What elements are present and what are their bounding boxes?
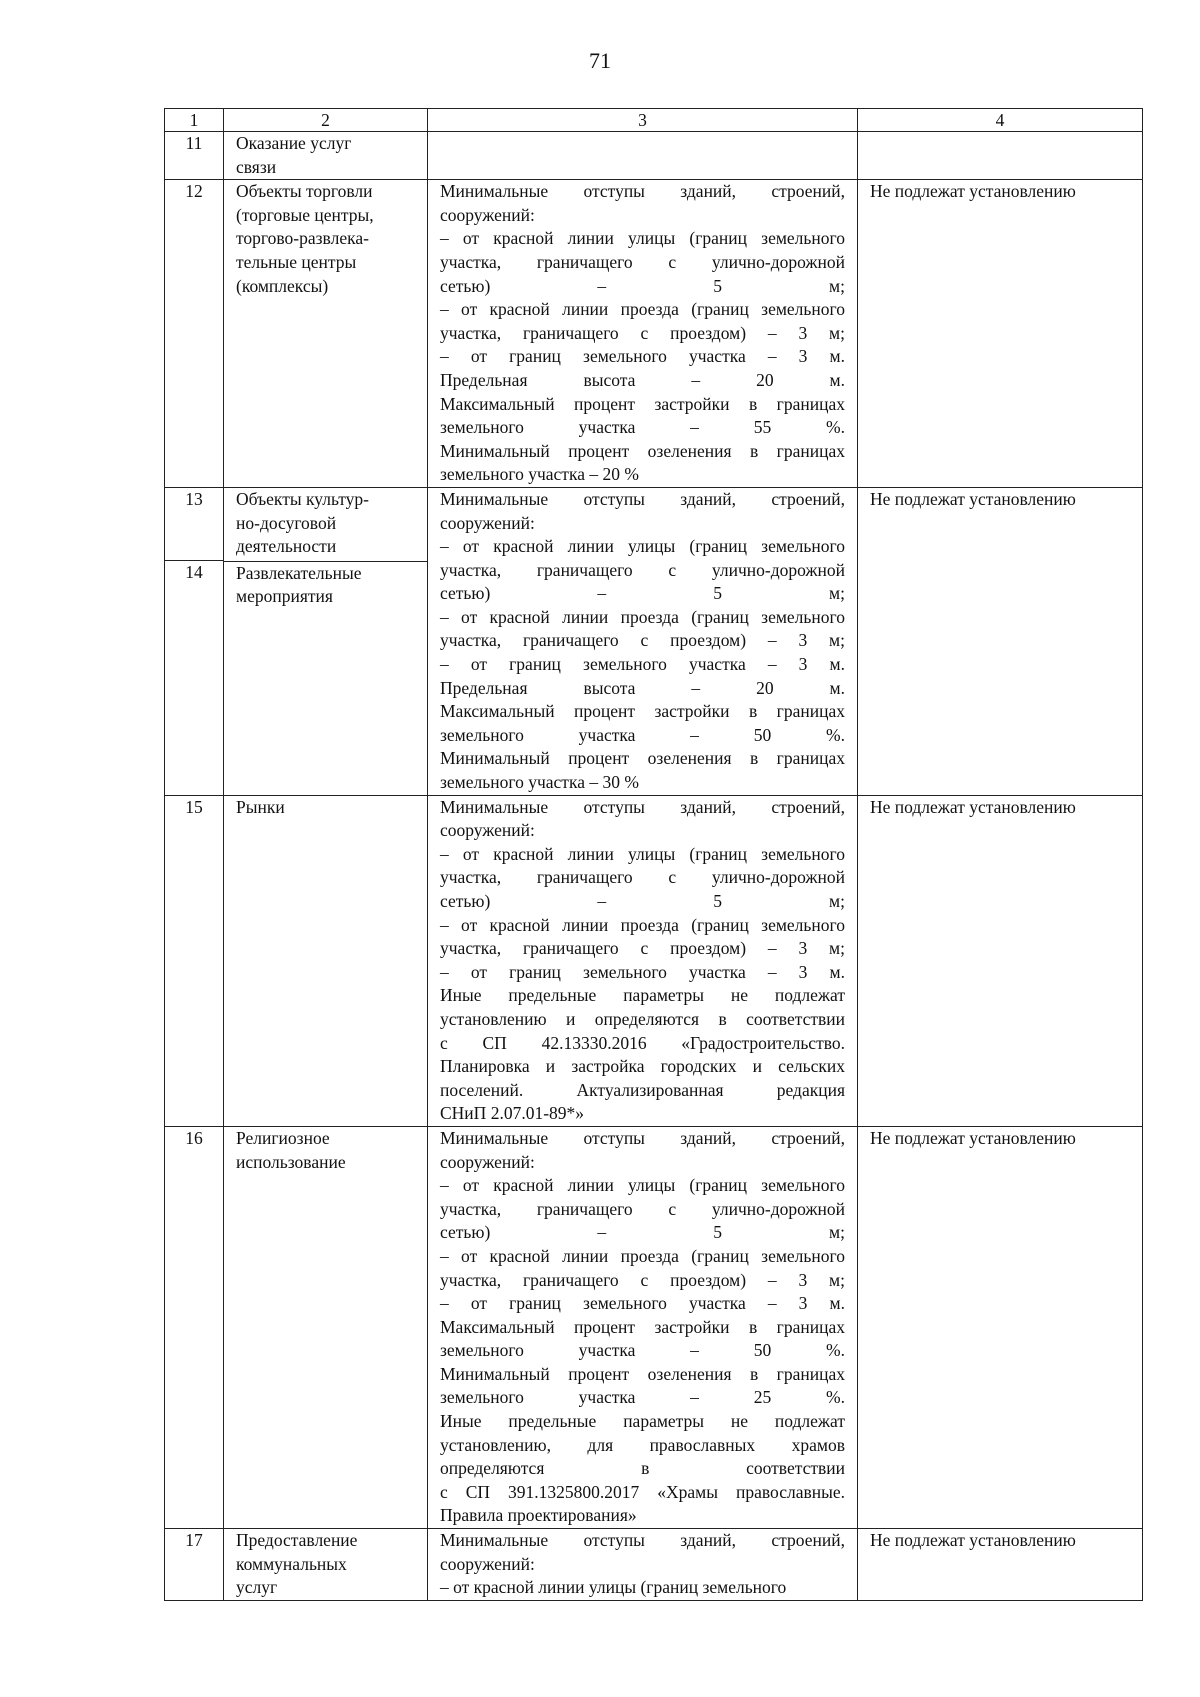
parameters-cell <box>428 132 858 180</box>
parameter-line: Минимальный процент озеленения в границах <box>440 440 845 461</box>
parameter-line: земельного участка – 50 %. <box>440 724 845 745</box>
name-line: Развлекательные <box>236 562 362 583</box>
parameter-line: сетью) – 5 м; <box>440 1222 845 1243</box>
parameter-line: участка, граничащего с улично-дорожной <box>440 1198 845 1219</box>
parameter-line: Максимальный процент застройки в границах <box>440 393 845 414</box>
column4-cell <box>858 132 1143 180</box>
name-line: связи <box>236 156 277 177</box>
row-number: 17 <box>165 1529 224 1601</box>
parameter-line: – от красной линии проезда (границ земельного <box>440 299 845 320</box>
name-line: Оказание услуг <box>236 133 352 153</box>
page-number: 71 <box>589 48 611 73</box>
parameters-cell <box>428 1126 858 1528</box>
parameter-line: – от границ земельного участка – 3 м. <box>440 961 845 982</box>
name-line: Объекты культур- <box>236 488 370 509</box>
parameter-line: – от красной линии улицы (границ земельного <box>440 1577 787 1598</box>
land-use-type-primary <box>236 488 415 559</box>
land-use-type <box>224 1529 428 1601</box>
name-line: деятельности <box>236 536 337 557</box>
parameter-line: земельного участка – 55 %. <box>440 417 845 438</box>
parameter-line: – от красной линии улицы (границ земельного <box>440 843 845 864</box>
parameter-line: Минимальные отступы зданий, строений, <box>440 1127 845 1148</box>
parameter-line: земельного участка – 50 %. <box>440 1340 845 1361</box>
name-line: тельные центры <box>236 251 357 272</box>
table-row <box>165 1529 1143 1601</box>
parameter-line: земельного участка – 30 % <box>440 772 639 793</box>
parameter-line: Минимальный процент озеленения в границах <box>440 1363 845 1384</box>
row-number <box>165 487 224 795</box>
parameter-line: сетью) – 5 м; <box>440 275 845 296</box>
land-use-type: Рынки <box>224 795 428 1126</box>
parameter-line: поселений. Актуализированная редакция <box>440 1079 845 1100</box>
name-line: использование <box>236 1151 346 1172</box>
parameter-line: – от границ земельного участка – 3 м. <box>440 654 845 675</box>
column4-cell: Не подлежат установлению <box>858 487 1143 795</box>
parameter-line: Предельная высота – 20 м. <box>440 677 845 698</box>
row-number: 15 <box>165 795 224 1126</box>
parameter-line: – от границ земельного участка – 3 м. <box>440 346 845 367</box>
parameter-line: сооружений: <box>440 204 535 225</box>
parameter-line: сетью) – 5 м; <box>440 891 845 911</box>
name-line: Объекты торговли <box>236 181 373 202</box>
parameter-line: – от границ земельного участка – 3 м. <box>440 1293 845 1314</box>
header-cell: 3 <box>428 109 858 132</box>
parameter-line: участка, граничащего с улично-дорожной <box>440 251 845 272</box>
parameter-line: установлению и определяются в соответствии <box>440 1008 845 1029</box>
column4-cell: Не подлежат установлению <box>858 180 1143 488</box>
table-row <box>165 487 1143 795</box>
row-number-primary: 13 <box>185 488 203 509</box>
parameter-line: – от красной линии проезда (границ земельного <box>440 606 845 627</box>
name-line: мероприятия <box>236 586 333 607</box>
name-line: Предоставление <box>236 1530 358 1551</box>
column4-cell: Не подлежат установлению <box>858 1529 1143 1601</box>
parameter-line: Правила проектирования» <box>440 1505 637 1526</box>
parameter-line: сооружений: <box>440 512 535 533</box>
land-use-type <box>224 180 428 488</box>
row-number: 11 <box>165 132 224 180</box>
parameter-line: Минимальные отступы зданий, строений, <box>440 1530 845 1551</box>
table-row <box>165 795 1143 1126</box>
parameter-line: участка, граничащего с проездом) – 3 м; <box>440 322 845 343</box>
parameter-line: – от красной линии проезда (границ земельного <box>440 1245 845 1266</box>
table-header-row <box>165 109 1143 132</box>
header-cell: 4 <box>858 109 1143 132</box>
land-use-type-secondary <box>236 562 415 609</box>
parameter-line: участка, граничащего с проездом) – 3 м; <box>440 630 845 651</box>
name-line: (торговые центры, <box>236 204 374 225</box>
table-row <box>165 180 1143 488</box>
parameter-line: установлению, для православных храмов <box>440 1434 845 1455</box>
parameter-line: участка, граничащего с улично-дорожной <box>440 559 845 580</box>
header-cell: 1 <box>165 109 224 132</box>
parameter-line: участка, граничащего с проездом) – 3 м; <box>440 1269 845 1290</box>
parameter-line: Максимальный процент застройки в границах <box>440 1316 845 1337</box>
parameter-line: Иные предельные параметры не подлежат <box>440 985 845 1006</box>
parameter-line: Максимальный процент застройки в границах <box>440 701 845 722</box>
parameter-line: – от красной линии улицы (границ земельного <box>440 1175 845 1196</box>
parameter-line: сооружений: <box>440 1151 535 1172</box>
parameters-cell <box>428 795 858 1126</box>
row-number: 12 <box>165 180 224 488</box>
parameter-line: определяются в соответствии <box>440 1458 845 1479</box>
parameter-line: – от красной линии улицы (границ земельного <box>440 228 845 249</box>
parameter-line: с СП 391.1325800.2017 «Храмы православные. <box>440 1481 845 1502</box>
land-use-type <box>224 487 428 795</box>
parameter-line: Минимальные отступы зданий, строений, <box>440 181 845 202</box>
empty <box>440 132 845 179</box>
name-line: торгово-развлека- <box>236 228 369 249</box>
parameters-cell <box>428 1529 858 1601</box>
parameter-line: земельного участка – 20 % <box>440 464 639 485</box>
regulations-table <box>164 108 1143 1601</box>
land-use-type <box>224 132 428 180</box>
parameter-line: участка, граничащего с проездом) – 3 м; <box>440 938 845 959</box>
land-use-type <box>224 1126 428 1528</box>
parameter-line: Минимальные отступы зданий, строений, <box>440 488 845 509</box>
table-row <box>165 132 1143 180</box>
name-line: (комплексы) <box>236 275 329 296</box>
parameter-line: – от красной линии улицы (границ земельного <box>440 536 845 557</box>
row-number-secondary: 14 <box>185 561 203 582</box>
parameters-cell <box>428 180 858 488</box>
parameter-line: Иные предельные параметры не подлежат <box>440 1411 845 1432</box>
parameter-line: сетью) – 5 м; <box>440 583 845 604</box>
header-cell: 2 <box>224 109 428 132</box>
parameter-line: с СП 42.13330.2016 «Градостроительство. <box>440 1032 845 1053</box>
table-row <box>165 1126 1143 1528</box>
parameter-line: Планировка и застройка городских и сельских <box>440 1056 845 1077</box>
name-line: коммунальных <box>236 1553 347 1574</box>
parameter-line: сооружений: <box>440 1553 535 1574</box>
parameter-line: Минимальные отступы зданий, строений, <box>440 796 845 817</box>
parameter-line: участка, граничащего с улично-дорожной <box>440 867 845 888</box>
row-number: 16 <box>165 1126 224 1528</box>
parameter-line: Минимальный процент озеленения в границах <box>440 748 845 769</box>
name-line: услуг <box>236 1577 278 1598</box>
name-line: но-досуговой <box>236 512 337 533</box>
name-line: Религиозное <box>236 1127 330 1148</box>
parameter-line: – от красной линии проезда (границ земельного <box>440 914 845 935</box>
parameter-line: земельного участка – 25 %. <box>440 1387 845 1408</box>
parameters-cell <box>428 487 858 795</box>
parameter-line: Предельная высота – 20 м. <box>440 369 845 390</box>
parameter-line: сооружений: <box>440 820 535 841</box>
column4-cell: Не подлежат установлению <box>858 1126 1143 1528</box>
spacer <box>165 512 223 559</box>
column4-cell: Не подлежат установлению <box>858 795 1143 1126</box>
parameter-line: СНиП 2.07.01-89*» <box>440 1103 585 1124</box>
